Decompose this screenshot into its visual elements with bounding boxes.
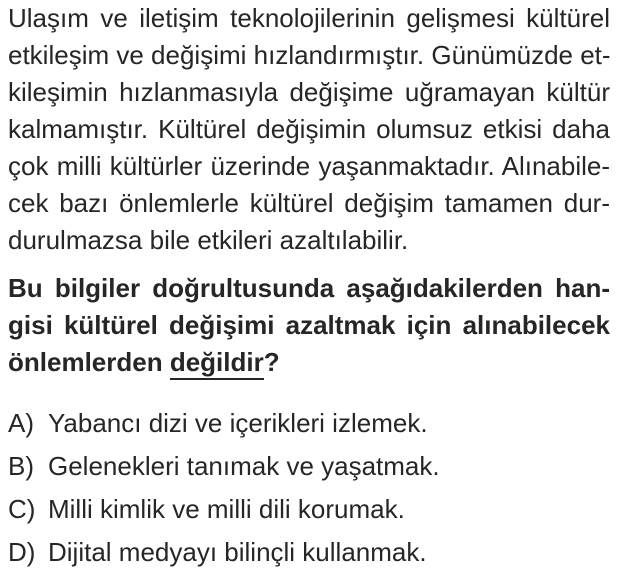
option-b[interactable] [8,453,610,480]
question-passage [8,0,610,259]
passage-line: kileşimin hızlanmasıyla değişime uğramayan kültür [8,77,610,107]
option-c-text: Milli kimlik ve milli dili korumak. [48,494,405,524]
option-c-letter: C) [8,494,36,524]
passage-line: Ulaşım ve iletişim teknolojilerinin gelişmesi kültürel [8,3,610,33]
option-d-letter: D) [8,537,36,567]
option-b-text: Gelenekleri tanımak ve yaşatmak. [48,451,440,481]
answer-options [8,410,610,566]
option-c[interactable] [8,496,610,523]
option-a-letter: A) [8,408,34,438]
option-d-text: Dijital medyayı bilinçli kullanmak. [48,537,427,567]
passage-line: durulmazsa bile etkileri azaltılabilir. [8,225,409,255]
passage-line: çok milli kültürler üzerinde yaşanmaktadır. Alınabile- [8,151,610,181]
stem-line: gisi kültürel değişimi azaltmak için alınabilecek [8,310,610,340]
option-b-letter: B) [8,451,34,481]
question-stem [8,270,610,381]
stem-line3-prefix: önlemlerden [8,347,170,377]
option-a[interactable] [8,410,610,437]
passage-line: kalmamıştır. Kültürel değişimin olumsuz etkisi daha [8,114,610,144]
option-d[interactable] [8,539,610,566]
stem-question-mark: ? [263,347,280,377]
passage-line: cek bazı önlemlerle kültürel değişim tamamen dur- [8,188,610,218]
stem-line [8,344,610,381]
stem-line: Bu bilgiler doğrultusunda aşağıdakilerden han- [8,273,610,303]
passage-line: etkileşim ve değişimi hızlandırmıştır. Günümüzde et- [8,40,611,70]
stem-underlined-word: değildir [170,347,264,380]
option-a-text: Yabancı dizi ve içerikleri izlemek. [48,408,428,438]
